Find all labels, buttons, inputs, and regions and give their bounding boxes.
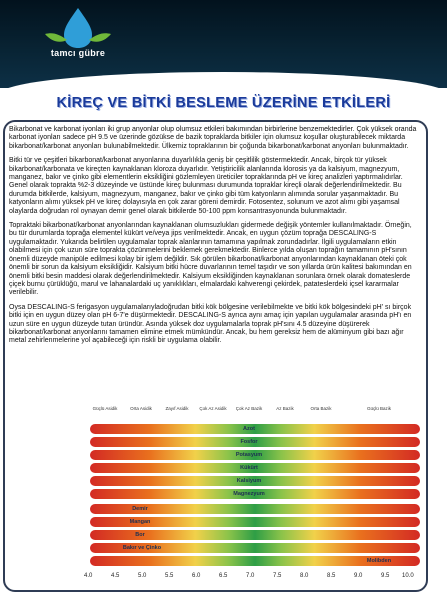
tick-3: 5.0: [138, 573, 147, 579]
ph-axis: [84, 571, 424, 583]
row-label-bakir-cinko: Bakır ve Çinko: [122, 545, 162, 551]
page-title: KİREÇ VE BİTKİ BESLEME ÜZERİNE ETKİLERİ: [56, 95, 391, 111]
tick-8: 7.5: [273, 573, 282, 579]
col-head-2: Orta Asidik: [130, 406, 152, 411]
nutrient-ph-chart: [84, 406, 424, 586]
brand-name: tamcı gübre: [50, 48, 106, 58]
row-label-magnezyum: Magnezyum: [233, 491, 265, 497]
paragraph-1: Bikarbonat ve karbonat iyonları iki grup anyonlar olup olumsuz etkileri bakımından birbirlerine benzemektedirler. Çok yüksek oranda karbonat iyonları sadece pH 9.5 ve üzerinde gözükse de bazik topraklarda bitkiler için olumsuz koşullar oluşturabilecek miktarda bikarbonat/karbonat anyonları bulunabilmektedir. Ülkemiz topraklarının bir çoğunda bikarbonat/karbonat anyonları bulunmaktadır.: [9, 126, 417, 150]
row-label-mangan: Mangan: [129, 519, 151, 525]
drop-leaf-icon: [27, 4, 129, 50]
row-label-fosfor: Fosfor: [240, 439, 258, 445]
tick-4: 5.5: [165, 573, 174, 579]
paragraph-3: Topraktaki bikarbonat/karbonat anyonlarından kaynaklanan olumsuzlukları gidermede değişik yöntemler kullanılmaktadır. Örneğin, bu tür durumlarda toprağa elementel kükürt ve/veya jips verilmektedir. Ancak, en uygun çözüm toprağa DESCALING-S uygulamaktadır. Yukarıda belirtilen uygulamalar toprak alanlarının tamamına yapılmak zorundadırlar. İlgili uygulamaların etkin olabilmesi için çok uzun süre toprakta çözünmelerini beklemek gerekmektedir. Binlerce yılda oluşan toprağın tamamının pH'sının önemli düzeyde manipüle edilmesi kolay bir işlem değildir. Sık görülen bikarbonat/karbonat anyonlarından kaynaklanan öteki çok önemli bir sorun da kalsiyum eksikliğidir. Kalsiyum bitki hücre duvarlarının temel taşıdır ve son yıllarda ürün kalitesi bakımından en önemli bitki besin maddesi olarak değerlendirilmektedir. Kalsiyum eksikliğinden kaynaklanan sorunlara örnek olarak domateslerde çiçek burnu çürüklüğü, marul ve lahanalardaki uç yanıklıkları, elmalardaki kahverengi çekirdek, patateslerdeki içsel kararmalar verilebilir.: [9, 222, 412, 297]
col-head-4: Çok Az Asidik: [199, 406, 227, 411]
col-head-3: Zayıf Asidik: [165, 406, 189, 411]
tick-10: 8.5: [327, 573, 336, 579]
row-label-potasyum: Potasyum: [235, 452, 263, 458]
tick-13: 10.0: [402, 573, 414, 579]
tick-1: 4.0: [84, 573, 93, 579]
col-head-6: Az Bazik: [276, 406, 294, 411]
tick-5: 6.0: [192, 573, 201, 579]
brand-logo: [27, 4, 129, 76]
paragraph-2: Bitki tür ve çeşitleri bikarbonat/karbonat anyonlarına duyarlılıkla geniş bir çeşitlilik göstermektedir. Ancak, birçok tür yüksek bikarbonat/karbonata ve kireçten kaynaklanan kloroza duyarlıdır. Yetiştiricilik alanlarında klorosis ya da kalsiyum, magnezyum, manganez, bakır ve çinko gibi elementlerin eksikliğini gözlemleyen üreticiler topraklarında pH ve kireç analizleri yaptırmalıdırlar. Genel olarak toprakta %2-3 düzeyinde ve üstünde kireç bulunması durumunda topraklar kireçli olarak değerlendirilmektedir. Bu durumda bitkilerde, kalsiyum, magnezyum, manganez, bakır ve çinko gibi tüm katyonların alımında sorular yaşanmaktadır. Bu katyonların alımı yüksek pH ve kireç dolayısıyla en çok zarar göreni demirdir. Fotosentez, solunum ve azot alımı gibi yaşamsal olaylarda doğrudan rol oynayan demir genel olarak bitkilerde 50-100 ppm konsantrasyonunda bulunmaktadır.: [9, 157, 403, 215]
tick-11: 9.0: [354, 573, 363, 579]
col-head-5: Çok Az Bazik: [235, 406, 263, 411]
tick-9: 8.0: [300, 573, 309, 579]
row-label-bor: Bor: [135, 532, 145, 538]
row-label-demir: Demir: [132, 506, 148, 512]
col-head-8: Güçlü Bazik: [366, 406, 391, 411]
tick-2: 4.5: [111, 573, 120, 579]
row-label-kalsiyum: Kalsiyum: [236, 478, 262, 484]
tick-12: 9.5: [381, 573, 390, 579]
paragraph-4: Oysa DESCALING-S ferigasyon uygulamalarıyladoğrudan bitki kök bölgesine verilebilmekte ve bitki kök bölgesindeki pH' sı birçok bitki için en uygun düzey olan pH 6-7'e düşürmektedir. DESCALING-S ayrıca aynı amaç için yapılan uygulamalar arasında pH'ı en uzun süre en uygun düzeyde tutan üründür. Asında yüksek doz uygulamalarla toprak pH'sını 4.5 düzeyine düşürerek bikarbonat/karbonat anyonlarını tamamen elimine etmek mümkündür. Ancak, bu hem gereksiz hem de alüminyum gibi bazı ağır metal zehirlenmelerine yol açabileceği için riskli bir uygulama olabilir.: [9, 303, 412, 345]
tick-6: 6.5: [219, 573, 228, 579]
col-head-7: Orta Bazik: [310, 406, 332, 411]
tick-7: 7.0: [246, 573, 255, 579]
header-banner: [0, 0, 447, 88]
row-label-kukurt: Kükürt: [240, 465, 258, 471]
article-body: [9, 126, 421, 352]
row-label-molibden: Molibden: [366, 558, 392, 564]
col-head-1: Güçlü Asidik: [92, 406, 118, 411]
row-label-azot: Azot: [243, 426, 255, 432]
